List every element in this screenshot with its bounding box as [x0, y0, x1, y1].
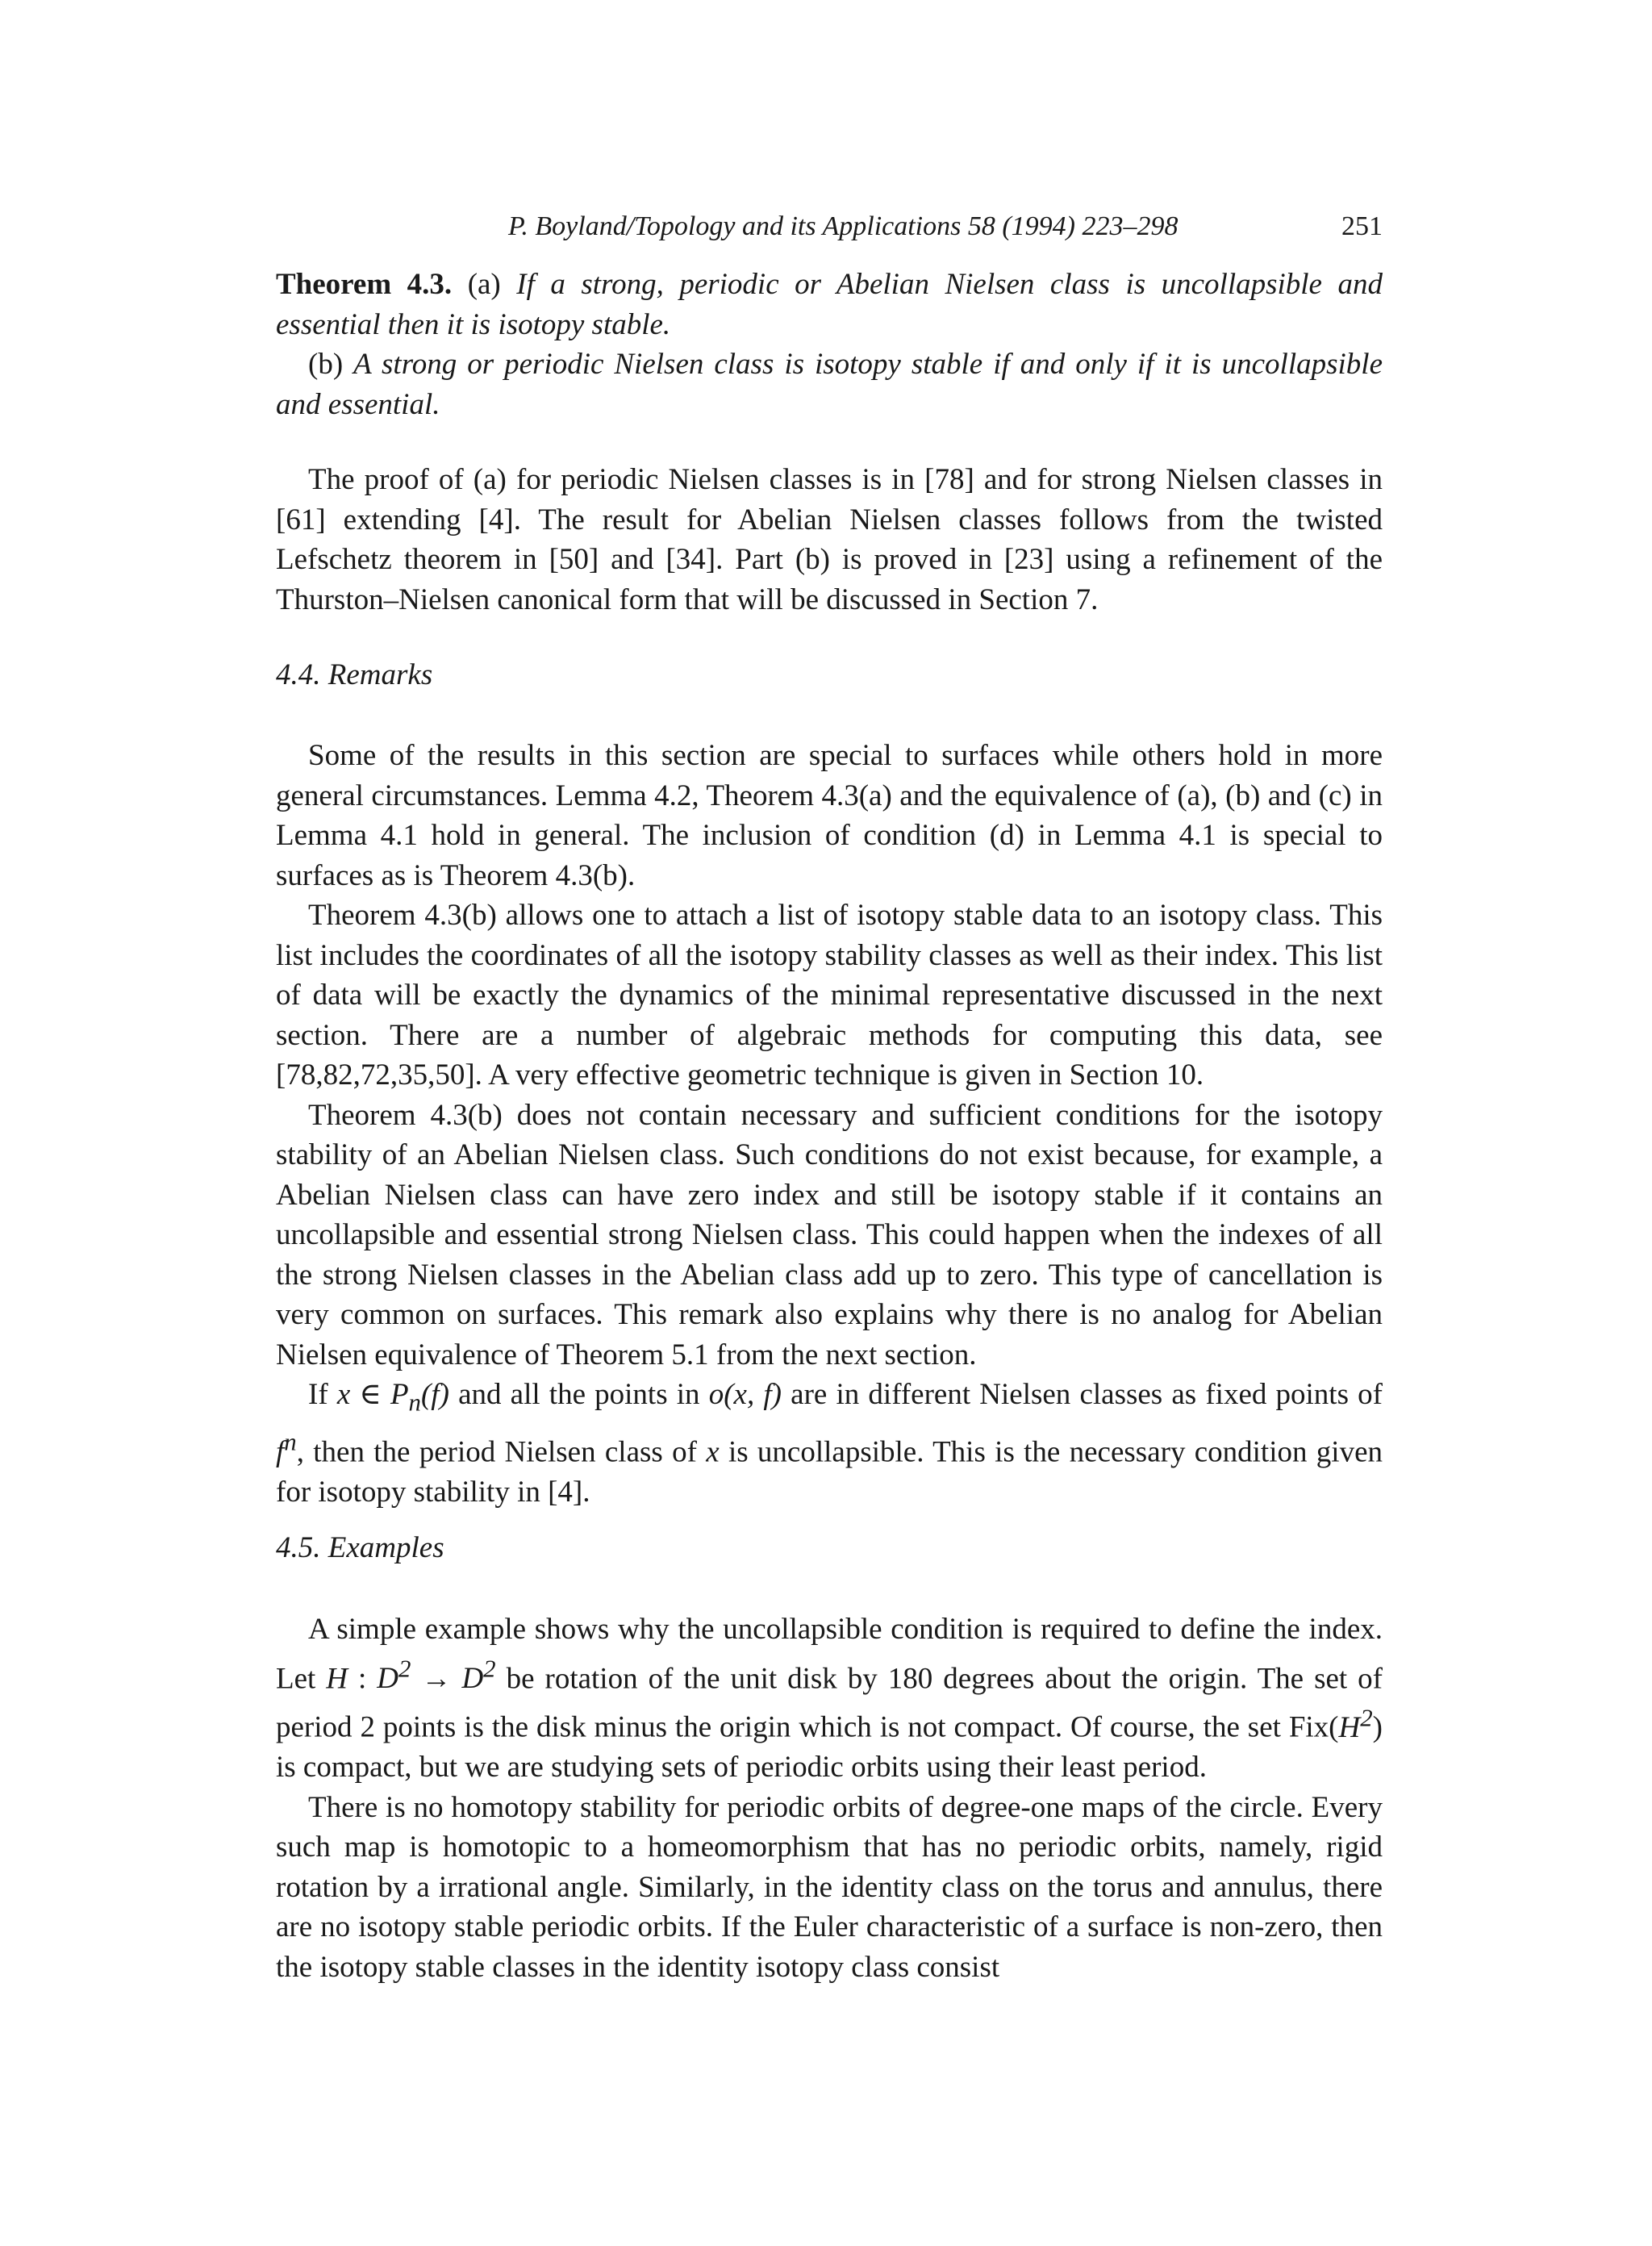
examples-paragraph-1 [276, 1609, 1383, 1788]
math-subscript: n [408, 1388, 421, 1417]
math-run: x ∈ P [336, 1378, 409, 1411]
math-d2 [377, 1655, 411, 1695]
math-superscript: 2 [483, 1655, 496, 1683]
math-h2 [1338, 1704, 1373, 1744]
text-run: is uncollapsible. This is the necessary condition given for isotopy stability in [4]. [276, 1435, 1383, 1509]
theorem-part-b-label: (b) [308, 348, 354, 381]
running-title: P. Boyland/Topology and its Applications 58 (1994) 223–298 [508, 211, 1179, 241]
text-run: be rotation of the unit disk by 180 degrees about the origin. The set of period 2 points is the disk minus the origin which is not compact. Of course, the set Fix( [276, 1661, 1383, 1744]
remarks-paragraph-1: Some of the results in this section are special to surfaces while others hold in more general circumstances. Lemma 4.2, Theorem 4.3(a) and the equivalence of (a), (b) and (c) in Lemma 4.1 hold in general. The inclusion of condition (d) in Lemma 4.1 is special to surfaces as is Theorem 4.3(b). [276, 739, 1383, 892]
remarks-section-body [276, 736, 1383, 1512]
examples-paragraph-2: There is no homotopy stability for periodic orbits of degree-one maps of the circle. Every such map is homotopic to a homeomorphism that has no periodic orbits, namely, rigid rotation by a irrational angle. Similarly, in the identity class on the torus and annulus, there are no isotopy stable periodic orbits. If the Euler characteristic of a surface is non-zero, then the isotopy stable classes in the identity isotopy class consist [276, 1790, 1383, 1984]
proof-paragraph-block [276, 460, 1383, 620]
text-run: and all the points in [448, 1378, 709, 1411]
math-x: x [706, 1435, 720, 1469]
remarks-paragraph-4 [276, 1375, 1383, 1512]
text-run: → [411, 1661, 462, 1695]
math-orbit: o(x, f) [708, 1378, 782, 1411]
math-superscript: n [284, 1428, 297, 1456]
remarks-paragraph-3: Theorem 4.3(b) does not contain necessary and sufficient conditions for the isotopy stability of an Abelian Nielsen class. Such conditions do not exist because, for example, a Abelian Nielsen class can have zero index and still be isotopy stable if it contains an uncollapsible and essential strong Nielsen class. This could happen when the indexes of all the strong Nielsen classes in the Abelian class add up to zero. This type of cancellation is very common on surfaces. This remark also explains why there is no analog for Abelian Nielsen equivalence of Theorem 5.1 from the next section. [276, 1098, 1383, 1371]
math-run: D [461, 1661, 484, 1695]
page-number: 251 [1341, 211, 1383, 241]
theorem-part-a-text: If a strong, periodic or Abelian Nielsen class is uncollapsible and essential then it is isotopy stable. [276, 268, 1383, 341]
text-run: If [308, 1378, 337, 1411]
text-run: : [348, 1661, 378, 1695]
text-run: ) is compact, but we are studying sets of periodic orbits using their least period. [276, 1710, 1383, 1785]
section-heading-4-5: 4.5. Examples [276, 1531, 444, 1564]
text-run: A simple example shows why the uncollapsible condition is required to define the index. Let [276, 1613, 1383, 1695]
text-run: , then the period Nielsen class of [296, 1435, 707, 1469]
math-run: (f) [420, 1378, 449, 1411]
remarks-paragraph-2: Theorem 4.3(b) allows one to attach a list of isotopy stable data to an isotopy class. This list includes the coordinates of all the isotopy stability classes as well as their index. This list of data will be exactly the dynamics of the minimal representative discussed in the next section. There are a number of algebraic methods for computing this data, see [78,82,72,35,50]. A very effective geometric technique is given in Section 10. [276, 899, 1383, 1092]
theorem-label: Theorem 4.3. [276, 268, 453, 301]
math-f-power-n [276, 1428, 297, 1469]
theorem-part-a [276, 265, 1383, 344]
math-superscript: 2 [1360, 1704, 1373, 1732]
theorem-part-a-label: (a) [452, 268, 517, 301]
math-run: D [377, 1661, 399, 1695]
text-run: are in different Nielsen classes as fixed points of [781, 1378, 1383, 1411]
proof-paragraph: The proof of (a) for periodic Nielsen classes is in [78] and for strong Nielsen classes in [61] extending [4]. The result for Abelian Nielsen classes follows from the twisted Lefschetz theorem in [50] and [34]. Part (b) is proved in [23] using a refinement of the Thurston–Nielsen canonical form that will be discussed in Section 7. [276, 463, 1383, 616]
theorem-4-3 [276, 265, 1383, 424]
theorem-part-b [276, 344, 1383, 424]
math-d2 [461, 1655, 496, 1695]
math-h: H [326, 1661, 348, 1695]
math-x-in-pn [336, 1378, 449, 1417]
running-head [276, 211, 1383, 247]
examples-section-body [276, 1609, 1383, 1987]
math-run: f [276, 1435, 285, 1469]
math-run: H [1338, 1710, 1361, 1744]
math-superscript: 2 [398, 1655, 411, 1683]
theorem-part-b-text: A strong or periodic Nielsen class is isotopy stable if and only if it is uncollapsible and essential. [276, 348, 1383, 421]
section-heading-4-4: 4.4. Remarks [276, 658, 433, 691]
